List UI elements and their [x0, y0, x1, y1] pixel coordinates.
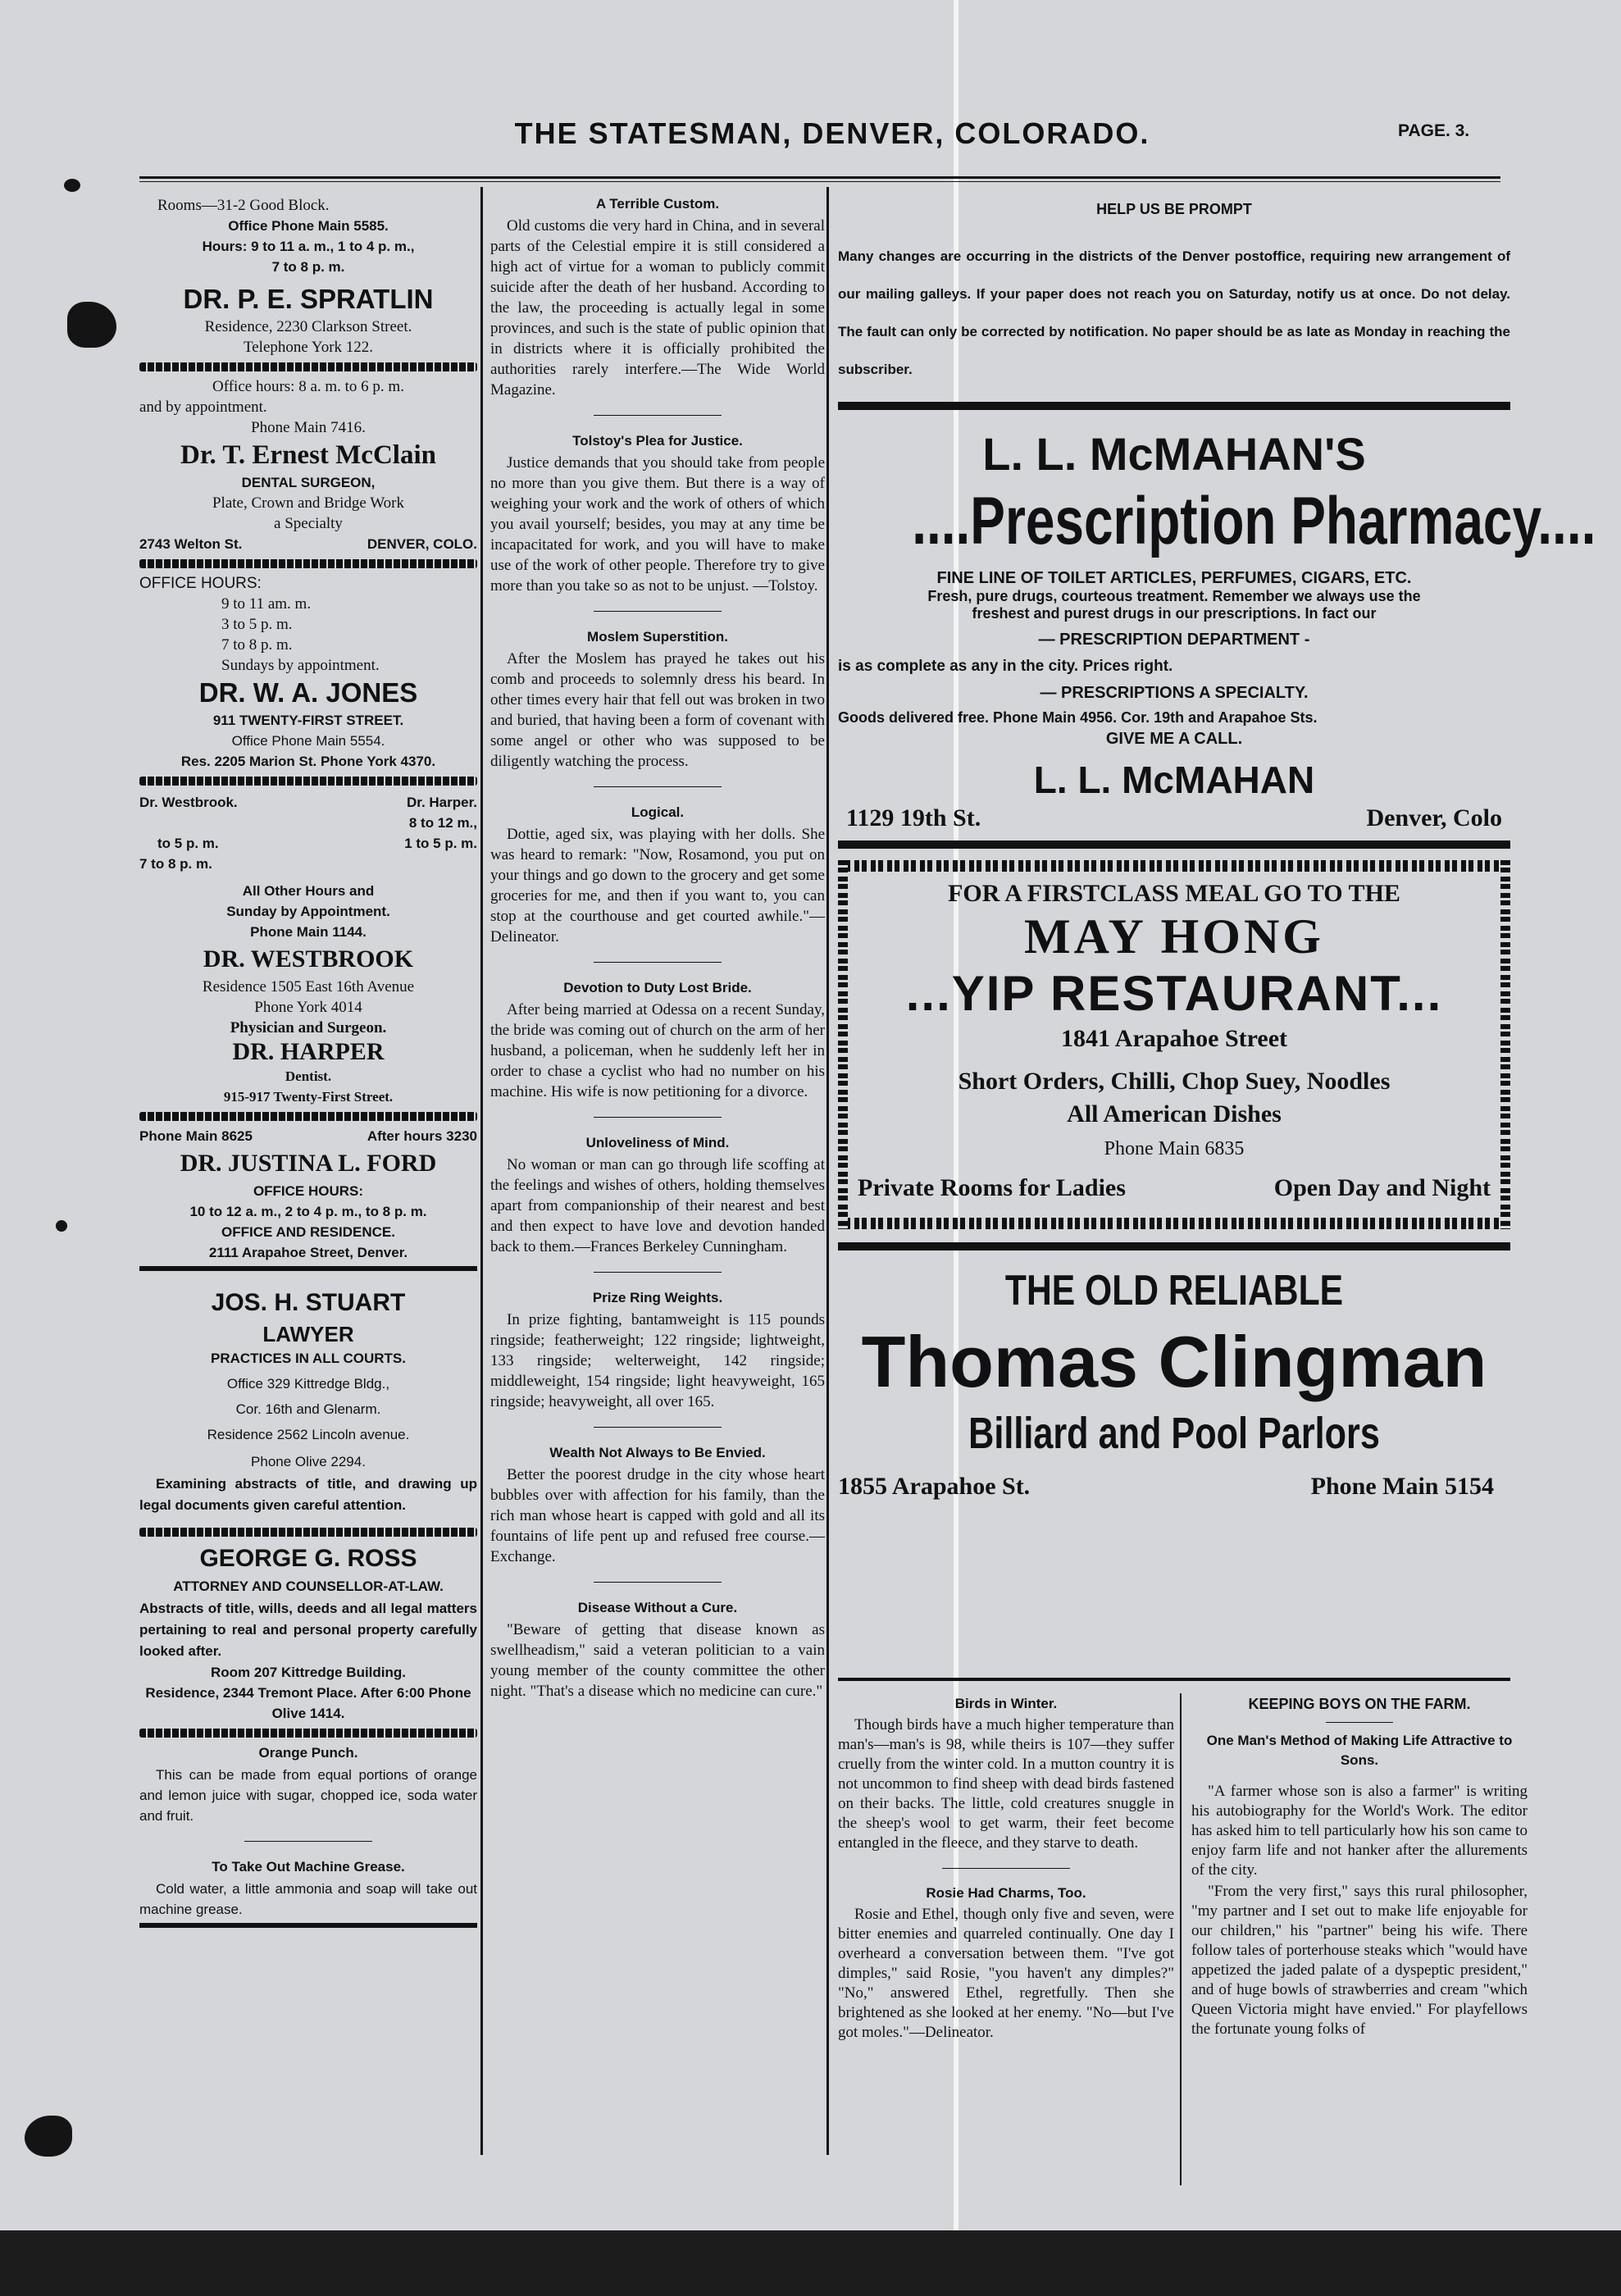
- mcclain-hours-1: 9 to 11 am. m.: [221, 595, 312, 613]
- ford-after-hours: After hours 3230: [367, 1128, 477, 1144]
- pharmacy-address-row: [838, 804, 1510, 832]
- page-number: PAGE. 3.: [1398, 121, 1470, 140]
- clingman-intro: THE OLD RELIABLE: [1004, 1267, 1344, 1314]
- rosie-body: Rosie and Ethel, though only five and seven, were bitter enemies and quarreled continually. One day I overheard a conversation between them. "I've got dimples," said Rosie, "you haven't any dimples?" "No," answered Ethel, regretfully. Then she brightened as she looked at her enemy. "No—but I've got moles."—Delineator.: [838, 1906, 1174, 2041]
- custom-title: A Terrible Custom.: [595, 196, 720, 212]
- spratlin-office-phone: Office Phone Main 5585.: [228, 218, 389, 234]
- ornamental-border-left: [838, 860, 848, 1229]
- jones-phone: Office Phone Main 5554.: [231, 733, 385, 749]
- pharmacy-call: GIVE ME A CALL.: [1105, 730, 1243, 748]
- mcclain-hours-2: 3 to 5 p. m.: [221, 616, 293, 633]
- pharmacy-goods: Goods delivered free. Phone Main 4956. Cor. 19th and Arapahoe Sts.: [838, 709, 1318, 726]
- ross-title: ATTORNEY AND COUNSELLOR-AT-LAW.: [173, 1578, 444, 1594]
- mcclain-sundays: Sundays by appointment.: [221, 657, 380, 674]
- hours-row-2: [139, 833, 477, 854]
- westbrook-harper-hours: [139, 792, 477, 942]
- column-professional-cards: [139, 195, 477, 1931]
- farm-paragraph-2: "From the very first," says this rural philosopher, "my partner and I set out to make life enjoyable for our children," his "partner" being his wife. There follow tales of porterhouse steaks which "would have appetized the jaded palate of a dyspeptic president," and of huge bowls of strawberries and cream "which Queen Victoria might have envied." For playfellows the fortunate young folks of: [1191, 1883, 1528, 2038]
- farm-subtitle: One Man's Method of Making Life Attractive to Sons.: [1206, 1733, 1513, 1768]
- jones-card: [139, 676, 477, 786]
- spratlin-office-hours: Office hours: 8 a. m. to 6 p. m.: [212, 378, 404, 395]
- ford-phone-row: [139, 1126, 477, 1146]
- column-miscellany: [490, 189, 825, 1702]
- orange-punch-article: [139, 1742, 477, 1826]
- stuart-body: Examining abstracts of title, and drawing up legal documents given careful attention.: [139, 1476, 477, 1513]
- clingman-ad: [838, 1250, 1510, 1503]
- article-divider: [594, 1117, 721, 1118]
- tolstoy-body: Justice demands that you should take from people no more than you give them. But there is a way of weighing your work and the work of others of which you avail yourself; besides, you may at any time be incapacitated for work, and you will have to make use of the work of other people. Therefore try to give more than you take so as not to be unjust. —Tolstoy.: [490, 454, 825, 594]
- ford-hours-label: OFFICE HOURS:: [253, 1183, 364, 1199]
- devotion-body: After being married at Odessa on a recent Sunday, the bride was coming out of church on the arm of her husband, a policeman, when he suddenly left her in order to chase a cyclist who had no number on his machine. His wife is now petitioning for a divorce.: [490, 1001, 825, 1100]
- masthead-title: THE STATESMAN, DENVER, COLORADO.: [514, 116, 1150, 150]
- custom-body: Old customs die very hard in China, and in several parts of the Celestial empire it is still considered a high act of virtue for a woman to publicly commit suicide after the death of her husband. According to the law, the proceeding is actually legal in some provinces, and such is the state of public opinion that in districts where it is officially prohibited the authorities rarely interfere.—The Wide World Magazine.: [490, 217, 825, 399]
- ford-card: [139, 1126, 477, 1263]
- binding-hole-3: [56, 1220, 67, 1232]
- tolstoy-title: Tolstoy's Plea for Justice.: [572, 433, 743, 449]
- article-divider: [594, 415, 721, 416]
- advertisement-column: [838, 201, 1596, 1503]
- binding-hole-1: [64, 179, 80, 192]
- article-divider: [942, 1868, 1070, 1869]
- pharmacy-special: — PRESCRIPTIONS A SPECIALTY.: [1040, 684, 1309, 702]
- grease-body: Cold water, a little ammonia and soap will take out machine grease.: [139, 1881, 477, 1917]
- pharmacy-ad: [838, 410, 1596, 840]
- ford-address: 2111 Arapahoe Street, Denver.: [208, 1245, 408, 1260]
- article-divider: [1326, 1722, 1393, 1723]
- rosie-title: Rosie Had Charms, Too.: [926, 1885, 1086, 1901]
- bottom-section-rule: [838, 1678, 1510, 1681]
- ornamental-divider: [139, 1528, 477, 1537]
- ford-phone: Phone Main 8625: [139, 1128, 253, 1144]
- stuart-card: [139, 1286, 477, 1516]
- prize-title: Prize Ring Weights.: [592, 1290, 723, 1305]
- ross-residence: Residence, 2344 Tremont Place. After 6:00 Phone Olive 1414.: [145, 1685, 471, 1721]
- restaurant-ad: [838, 860, 1510, 1229]
- westbrook-phone: Phone York 4014: [254, 999, 362, 1016]
- pharmacy-city: Denver, Colo: [1366, 804, 1502, 831]
- stuart-title: LAWYER: [262, 1322, 354, 1346]
- spratlin-name: DR. P. E. SPRATLIN: [183, 284, 434, 314]
- section-rule: [139, 1266, 477, 1271]
- harper-address: 915-917 Twenty-First Street.: [223, 1089, 394, 1105]
- stuart-practice: PRACTICES IN ALL COURTS.: [210, 1351, 406, 1366]
- logical-body: Dottie, aged six, was playing with her dolls. She was heard to remark: "Now, Rosamond, you put on your things and go down to the grocery and get some groceries for me, and then if you want to, you can stop at the courthouse and get courted awhile."—Delineator.: [490, 826, 825, 945]
- jones-name: DR. W. A. JONES: [198, 677, 418, 708]
- westbrook-hours-1: to 5 p. m.: [157, 836, 219, 851]
- harper-name: DR. HARPER: [232, 1038, 385, 1065]
- stuart-residence: Residence 2562 Lincoln avenue.: [207, 1427, 410, 1442]
- spratlin-appointment: and by appointment.: [139, 399, 267, 416]
- ross-name: GEORGE G. ROSS: [199, 1545, 417, 1572]
- help-body: Many changes are occurring in the districts of the Denver postoffice, requiring new arrangement of our mailing galleys. If your paper does not reach you on Saturday, notify us at once. Do not delay. The fault can only be corrected by notification. No paper should be as late as Monday in reaching the subscriber.: [838, 248, 1510, 377]
- ornamental-divider: [139, 559, 477, 568]
- spratlin-residence: Residence, 2230 Clarkson Street.: [204, 318, 412, 335]
- jones-address: 911 TWENTY-FIRST STREET.: [212, 713, 404, 728]
- ford-office: OFFICE AND RESIDENCE.: [221, 1224, 395, 1240]
- mcclain-specialty-1: Plate, Crown and Bridge Work: [212, 494, 404, 512]
- moslem-body: After the Moslem has prayed he takes out his comb and proceeds to solemnly dress his beard. In other times every hair that fell out was broken in two and buried, that having been a form of covenant with some angel or other who was supposed to be diligently watching the process.: [490, 650, 825, 770]
- ornamental-divider: [139, 1729, 477, 1738]
- pharmacy-owner: L. L. McMAHAN'S: [982, 428, 1366, 480]
- restaurant-address: 1841 Arapahoe Street: [1060, 1025, 1288, 1052]
- harper-card: [139, 1038, 477, 1121]
- spratlin-hours-1: Hours: 9 to 11 a. m., 1 to 4 p. m.,: [202, 239, 415, 254]
- clingman-name: Thomas Clingman: [861, 1321, 1487, 1402]
- westbrook-harper-phone: Phone Main 1144.: [250, 924, 367, 940]
- harper-hours-1: 8 to 12 m.,: [408, 815, 477, 831]
- column-birds-rosie: [838, 1689, 1174, 2043]
- logical-title: Logical.: [631, 804, 685, 820]
- spratlin-telephone: Telephone York 122.: [243, 339, 374, 356]
- devotion-title: Devotion to Duty Lost Bride.: [563, 980, 752, 995]
- ross-body: Abstracts of title, wills, deeds and all legal matters pertaining to real and personal property carefully looked after.: [139, 1601, 477, 1659]
- ornamental-border-top: [838, 860, 1510, 872]
- ad-rule: [838, 840, 1510, 849]
- ross-room: Room 207 Kittredge Building.: [210, 1665, 407, 1680]
- disease-body: "Beware of getting that disease known as swellheadism," said a veteran politician to a vain young member of the county committee the other night. "That's a disease which no medicine can cure.": [490, 1621, 825, 1700]
- ornamental-divider: [139, 1112, 477, 1121]
- column-rule-2: [826, 187, 829, 2155]
- pharmacy-title: ....Prescription Pharmacy....: [912, 484, 1596, 558]
- hours-row-1: [139, 792, 477, 813]
- clingman-address: 1855 Arapahoe St.: [838, 1473, 1031, 1500]
- restaurant-menu-1: Short Orders, Chilli, Chop Suey, Noodles: [958, 1068, 1391, 1095]
- restaurant-ladies: Private Rooms for Ladies: [858, 1174, 1126, 1201]
- prize-body: In prize fighting, bantamweight is 115 pounds ringside; featherweight; 122 ringside; lightweight, 133 ringside; welterweight, 142 ringside; middleweight, 154 ringside; light heavyweight, 165 ringside; heavyweight, all over 165.: [490, 1311, 825, 1410]
- ornamental-border-bottom: [838, 1218, 1510, 1229]
- mcclain-specialty-2: a Specialty: [274, 515, 343, 532]
- ornamental-divider: [139, 777, 477, 786]
- westbrook-label: Dr. Westbrook.: [139, 795, 238, 810]
- mcclain-title: DENTAL SURGEON,: [241, 475, 376, 490]
- westbrook-hours-2: 7 to 8 p. m.: [139, 856, 212, 872]
- grease-title: To Take Out Machine Grease.: [212, 1859, 405, 1875]
- pharmacy-line-2: Fresh, pure drugs, courteous treatment. Remember we always use the: [927, 588, 1421, 604]
- clingman-phone: Phone Main 5154: [1310, 1473, 1494, 1500]
- restaurant-phone: Phone Main 6835: [1104, 1138, 1245, 1159]
- clingman-business: Billiard and Pool Parlors: [968, 1409, 1380, 1458]
- farm-title: KEEPING BOYS ON THE FARM.: [1248, 1696, 1471, 1712]
- pharmacy-line-3: freshest and purest drugs in our prescriptions. In fact our: [972, 605, 1377, 622]
- birds-title: Birds in Winter.: [954, 1696, 1058, 1711]
- spratlin-phone: Phone Main 7416.: [251, 419, 366, 436]
- orange-punch-body: This can be made from equal portions of orange and lemon juice with sugar, chopped ice, soda water and fruit.: [139, 1767, 477, 1824]
- article-divider: [594, 786, 721, 787]
- article-divider: [594, 611, 721, 612]
- ornamental-border-right: [1500, 860, 1510, 1229]
- column-rule-1: [480, 187, 483, 2155]
- other-hours-2: Sunday by Appointment.: [226, 904, 390, 919]
- stuart-phone: Phone Olive 2294.: [251, 1454, 366, 1469]
- jones-residence: Res. 2205 Marion St. Phone York 4370.: [180, 754, 436, 769]
- disease-title: Disease Without a Cure.: [577, 1600, 738, 1615]
- pharmacy-line-1: FINE LINE OF TOILET ARTICLES, PERFUMES, CIGARS, ETC.: [936, 569, 1412, 587]
- restaurant-menu-2: All American Dishes: [1067, 1100, 1282, 1128]
- help-title: HELP US BE PROMPT: [1096, 201, 1252, 217]
- unloveliness-title: Unloveliness of Mind.: [585, 1135, 730, 1150]
- column-end-rule: [139, 1923, 477, 1928]
- mcclain-hours-label: OFFICE HOURS:: [139, 575, 262, 592]
- pharmacy-dept: — PRESCRIPTION DEPARTMENT -: [1038, 631, 1310, 649]
- mcclain-name: Dr. T. Ernest McClain: [180, 440, 436, 470]
- moslem-title: Moslem Superstition.: [587, 629, 728, 645]
- column-rule-3: [1180, 1693, 1182, 2185]
- orange-punch-title: Orange Punch.: [258, 1745, 358, 1761]
- grease-article: [139, 1856, 477, 1920]
- mcclain-city: DENVER, COLO.: [367, 536, 477, 552]
- pharmacy-complete: is as complete as any in the city. Prices right.: [838, 658, 1173, 675]
- mcclain-address: 2743 Welton St.: [139, 536, 243, 552]
- mcclain-hours-3: 7 to 8 p. m.: [221, 636, 293, 654]
- wealth-title: Wealth Not Always to Be Envied.: [549, 1445, 766, 1460]
- ford-name: DR. JUSTINA L. FORD: [180, 1150, 437, 1177]
- spratlin-hours-2: 7 to 8 p. m.: [271, 259, 345, 275]
- restaurant-name-2: ...YIP RESTAURANT...: [905, 966, 1443, 1021]
- other-hours-1: All Other Hours and: [242, 883, 375, 899]
- article-divider: [244, 1841, 373, 1842]
- article-divider: [594, 1427, 721, 1428]
- restaurant-bottom-row: [858, 1172, 1491, 1205]
- stuart-corner: Cor. 16th and Glenarm.: [235, 1401, 381, 1417]
- binding-hole-2: [67, 302, 116, 348]
- article-divider: [594, 1272, 721, 1273]
- ad-rule: [838, 402, 1510, 410]
- farm-paragraph-1: "A farmer whose son is also a farmer" is writing his autobiography for the World's Work. The editor has asked him to tell particularly how his son came to enjoy farm life and not hanker after the allurements of the city.: [1191, 1783, 1528, 1879]
- wealth-body: Better the poorest drudge in the city whose heart bubbles over with affection for his family, than the rich man whose heart is capped with gold and all its fountains of life pent up and refused free course.—Exchange.: [490, 1466, 825, 1565]
- pharmacy-name: L. L. McMAHAN: [1033, 758, 1315, 801]
- ornamental-divider: [139, 362, 477, 371]
- ad-rule: [838, 1242, 1510, 1250]
- help-notice: [838, 201, 1510, 389]
- birds-body: Though birds have a much higher temperature than man's—man's is 98, while theirs is 107—they suffer cruelly from the winter cold. In a mutton country it is not uncommon to find sheep with dead birds fastened on their backs. The little, cold creatures snuggle in the sheep's wool to get warm, their feet become entangled in the fleece, and they starve to death.: [838, 1716, 1174, 1852]
- stuart-office: Office 329 Kittredge Bldg.,: [226, 1376, 390, 1392]
- restaurant-name-1: MAY HONG: [1024, 909, 1324, 963]
- spratlin-rooms: Rooms—31-2 Good Block.: [157, 197, 330, 214]
- ross-card: [139, 1542, 477, 1724]
- column-farm-article: [1191, 1689, 1528, 2039]
- unloveliness-body: No woman or man can go through life scoffing at the feelings and wishes of others, holding themselves apart from companionship of their nearest and best and then expect to have love and devotion handed back to them.—Frances Berkeley Cunningham.: [490, 1156, 825, 1255]
- clingman-bottom-row: [838, 1470, 1510, 1503]
- westbrook-residence: Residence 1505 East 16th Avenue: [202, 978, 415, 995]
- westbrook-name: DR. WESTBROOK: [203, 945, 414, 973]
- mcclain-address-row: [139, 534, 477, 554]
- spratlin-card: [139, 195, 477, 438]
- mcclain-card: [139, 438, 477, 676]
- westbrook-card: [139, 942, 477, 1038]
- pharmacy-address: 1129 19th St.: [846, 804, 981, 831]
- restaurant-open: Open Day and Night: [1273, 1174, 1491, 1201]
- restaurant-intro: FOR A FIRSTCLASS MEAL GO TO THE: [948, 880, 1400, 907]
- westbrook-title: Physician and Surgeon.: [230, 1019, 387, 1036]
- harper-label: Dr. Harper.: [407, 795, 477, 810]
- stuart-name: JOS. H. STUART: [211, 1289, 406, 1316]
- ford-hours: 10 to 12 a. m., 2 to 4 p. m., to 8 p. m.: [189, 1204, 427, 1219]
- article-divider: [594, 1582, 721, 1583]
- article-divider: [594, 962, 721, 963]
- harper-title: Dentist.: [285, 1068, 332, 1084]
- masthead-rule: [139, 176, 1500, 182]
- harper-hours-2: 1 to 5 p. m.: [404, 836, 477, 851]
- binding-hole-4: [25, 2116, 72, 2157]
